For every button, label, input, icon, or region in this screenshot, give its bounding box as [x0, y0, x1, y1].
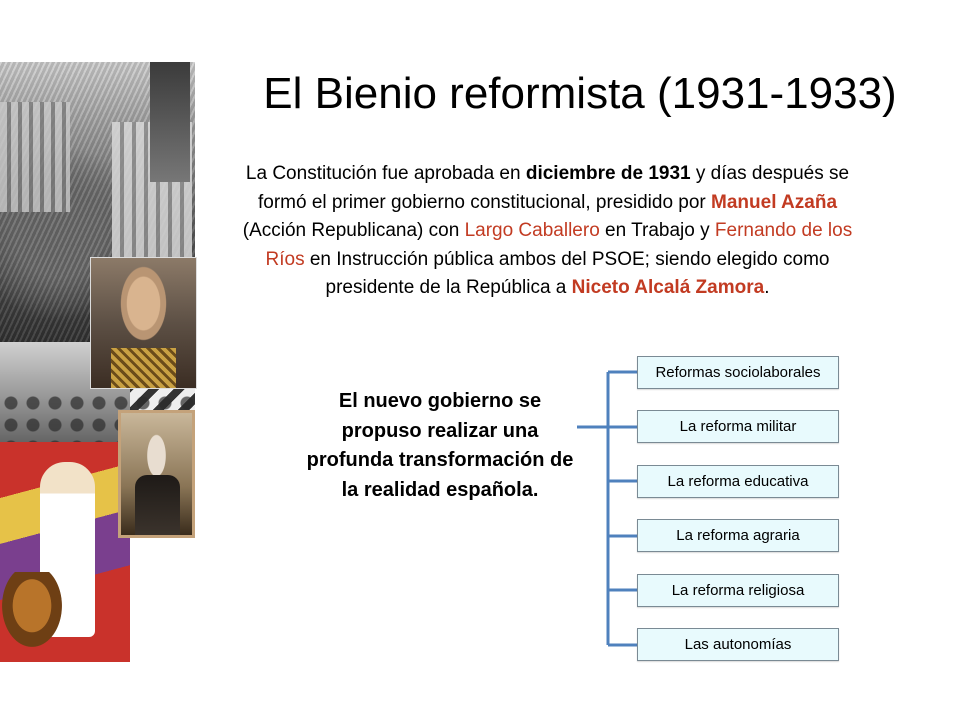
republic-poster	[0, 442, 130, 662]
intro-text: .	[764, 277, 770, 299]
name-largo-caballero: Largo Caballero	[464, 220, 600, 242]
reform-box-sociolaborales: Reformas sociolaborales	[637, 356, 839, 389]
intro-text: en Trabajo y	[599, 220, 715, 242]
reform-box-agraria: La reforma agraria	[637, 519, 839, 552]
intro-text: y días después se formó el primer gobierno constitucional, presidido por	[257, 163, 850, 213]
government-caption: El nuevo gobierno se propuso realizar una profunda transformación de la realidad española.	[306, 390, 574, 501]
intro-date: diciembre de 1931	[525, 163, 691, 184]
portrait-photo-bottom	[118, 410, 195, 538]
slide-title: El Bienio reformista (1931-1933)	[263, 69, 897, 118]
name-fernando-de-los-rios: Fernando de los Ríos	[265, 220, 853, 270]
reform-box-militar: La reforma militar	[637, 410, 839, 443]
reform-box-religiosa: La reforma religiosa	[637, 574, 839, 607]
photo-collage	[0, 62, 195, 662]
portrait-photo-top	[90, 257, 197, 389]
name-azana: Manuel Azaña	[711, 191, 838, 213]
reform-box-educativa: La reforma educativa	[637, 465, 839, 498]
intro-text: (Acción Republicana) con	[242, 220, 465, 242]
name-alcala-zamora: Niceto Alcalá Zamora	[571, 277, 765, 299]
intro-paragraph	[240, 160, 855, 303]
intro-text: La Constitución fue aprobada en	[245, 163, 526, 184]
intro-text: en Instrucción pública ambos del PSOE; siendo elegido como presidente de la República a	[304, 248, 830, 299]
reform-box-autonomias: Las autonomías	[637, 628, 839, 661]
